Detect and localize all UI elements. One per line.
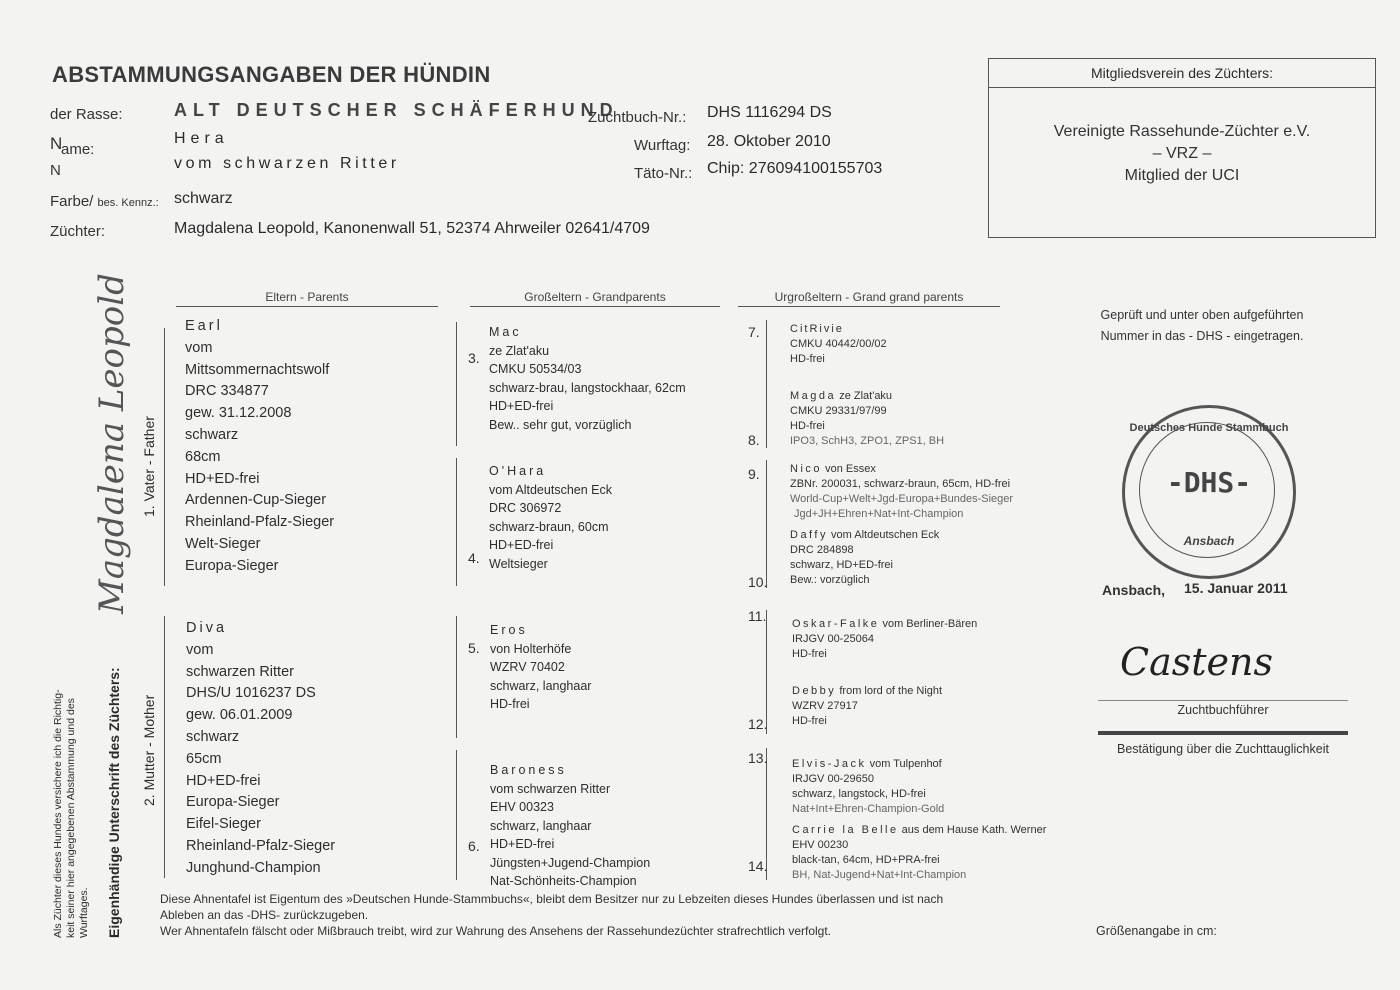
ancestor-7: [790, 322, 887, 367]
footer-line-2: Ableben an das -DHS- zurückzugeben.: [160, 908, 369, 922]
ancestor-line: HD-frei: [792, 715, 827, 727]
farbe-value: schwarz: [174, 190, 233, 207]
mother-line: 65cm: [186, 750, 222, 767]
column-great-grandparents-line: [738, 306, 1000, 307]
ancestor-line: Nat+Int+Ehren-Champion-Gold: [792, 803, 945, 815]
father-line: Welt-Sieger: [185, 535, 261, 552]
club-line-3: Mitglied der UCI: [1124, 167, 1240, 184]
grandparent-line: CMKU 50534/03: [489, 362, 582, 376]
grandparent-name: Mac: [489, 325, 522, 339]
ancestor-name: Oskar-Falke: [792, 618, 880, 630]
mother-line: schwarzen Ritter: [186, 663, 294, 680]
grandparent-4: [489, 462, 612, 573]
grandparent-line: Jüngsten+Jugend-Champion: [490, 855, 651, 870]
ancestor-9-10-brace: [766, 460, 767, 588]
grandparent-name: O'Hara: [489, 464, 547, 478]
ancestor-name: Daffy: [790, 529, 828, 541]
wurftag-label: Wurftag:: [634, 137, 691, 154]
column-parents-line: [176, 306, 438, 307]
ancestor-name-rest: vom Berliner-Bären: [882, 618, 978, 630]
ancestor-number: 12.: [748, 716, 768, 732]
name-label-n: N: [50, 134, 63, 153]
grandparent-line: schwarz-brau, langstockhaar, 62cm: [489, 380, 686, 395]
name-label: ame:: [61, 141, 95, 158]
mother-line: DHS/U 1016237 DS: [186, 685, 316, 702]
document-title: ABSTAMMUNGSANGABEN DER HÜNDIN: [52, 62, 491, 87]
father-line: schwarz: [185, 426, 239, 443]
ancestor-14: [792, 823, 1046, 883]
registration-note-line-2: Nummer in das - DHS - eingetragen.: [1100, 329, 1304, 343]
father-line: 68cm: [185, 448, 221, 465]
footer-line-3: Wer Ahnentafeln fälscht oder Mißbrauch treibt, wird zur Wahrung des Ansehens der Rassehundezüchter strafrechtlich verfolgt.: [160, 924, 832, 938]
mother-block: [186, 618, 335, 880]
grandparent-line: HD+ED-frei: [490, 837, 555, 851]
zuechter-value: Magdalena Leopold, Kanonenwall 51, 52374 Ahrweiler 02641/4709: [174, 220, 650, 237]
grandparent-3-brace: [456, 322, 457, 446]
grandparent-line: Nat-Schönheits-Champion: [490, 874, 637, 888]
father-name: Earl: [185, 318, 223, 334]
mother-line: vom: [186, 641, 214, 658]
ancestor-name: Carrie la Belle: [792, 824, 899, 836]
grandparent-line: vom Altdeutschen Eck: [489, 482, 612, 497]
father-line: gew. 31.12.2008: [185, 405, 292, 422]
club-line-1: Vereinigte Rassehunde-Züchter e.V.: [1053, 123, 1311, 140]
grandparent-line: ze Zlat'aku: [489, 343, 550, 358]
zuchtbuch-label: Zuchtbuch-Nr.:: [588, 109, 687, 126]
ancestor-line: IPO3, SchH3, ZPO1, ZPS1, BH: [790, 435, 945, 447]
ancestor-line: DRC 284898: [790, 544, 854, 556]
ancestor-11: [792, 617, 977, 662]
farbe-label: Farbe/ bes. Kennz.:: [50, 193, 159, 210]
registrar-signature: Castens: [1120, 640, 1273, 684]
father-brace: [164, 328, 165, 586]
grandparent-4-brace: [456, 458, 457, 586]
breeder-signature: Magdalena Leopold: [92, 273, 132, 614]
ancestor-name-rest: aus dem Hause Kath. Werner: [901, 824, 1047, 836]
name-value-1: Hera: [174, 130, 229, 147]
mother-line: Junghund-Champion: [186, 859, 321, 876]
ancestor-line: WZRV 27917: [792, 700, 858, 712]
ancestor-line: HD-frei: [790, 353, 825, 365]
dhs-seal-icon: [1122, 405, 1296, 579]
father-line: vom: [185, 339, 213, 356]
ancestor-number: 9.: [748, 466, 760, 482]
ancestor-line: IRJGV 00-29650: [792, 773, 874, 785]
wurftag-value: 28. Oktober 2010: [707, 133, 831, 150]
name-value-2: vom schwarzen Ritter: [174, 155, 400, 172]
ancestor-number: 7.: [748, 324, 760, 340]
issue-place: Ansbach,: [1102, 582, 1166, 598]
club-box-heading: Mitgliedsverein des Züchters:: [989, 59, 1375, 88]
ancestor-number: 10.: [748, 574, 768, 590]
grandparent-line: HD+ED-frei: [489, 538, 554, 552]
grandparent-line: Bew.. sehr gut, vorzüglich: [489, 417, 632, 432]
ancestor-name: Debby: [792, 685, 837, 697]
column-great-grandparents: Urgroßeltern - Grand grand parents: [774, 290, 964, 304]
grandparent-number: 3.: [468, 350, 480, 366]
club-line-2: – VRZ –: [1152, 145, 1212, 162]
grandparent-6: [490, 761, 650, 891]
seal-top-text: Deutsches Hunde Stammbuch: [1129, 422, 1289, 434]
ancestor-line: Jgd+JH+Ehren+Nat+Int-Champion: [794, 508, 964, 520]
ancestor-line: Bew.: vorzüglich: [790, 574, 870, 586]
grandparent-line: schwarz, langhaar: [490, 678, 592, 693]
grandparent-number: 4.: [468, 550, 480, 566]
ancestor-line: schwarz, langstock, HD-frei: [792, 788, 926, 800]
signature-heading: Eigenhändige Unterschrift des Züchters:: [106, 667, 122, 938]
breeder-declaration: Als Züchter dieses Hundes versichere ich die Richtig- keit seiner hier angegebenen Abstammung und des Wurftages.: [52, 689, 90, 938]
issue-date: 15. Januar 2011: [1184, 580, 1288, 596]
father-line: Rheinland-Pfalz-Sieger: [185, 514, 335, 531]
grandparent-5-brace: [456, 616, 457, 738]
grandparent-line: vom schwarzen Ritter: [490, 781, 611, 796]
ancestor-7-8-brace: [766, 320, 767, 448]
grandparent-6-brace: [456, 750, 457, 880]
father-line: HD+ED-frei: [185, 470, 260, 487]
ancestor-name-rest: vom Tulpenhof: [869, 758, 942, 770]
ancestor-8: [790, 389, 944, 449]
footer-text: [160, 891, 943, 939]
ancestor-name-rest: vom Altdeutschen Eck: [831, 529, 940, 541]
mother-line: HD+ED-frei: [186, 772, 261, 789]
ancestor-number: 13.: [748, 750, 768, 766]
grandparent-name: Eros: [490, 623, 528, 637]
ancestor-line: schwarz, HD+ED-frei: [790, 559, 893, 571]
ancestor-number: 11.: [748, 608, 767, 624]
ancestor-number: 14.: [748, 858, 768, 874]
ancestor-line: EHV 00230: [792, 839, 849, 851]
zuechter-label: Züchter:: [50, 223, 106, 240]
father-block: [185, 316, 334, 578]
size-label: Größenangabe in cm:: [1096, 924, 1217, 938]
father-line: Europa-Sieger: [185, 557, 279, 574]
ancestor-line: BH, Nat-Jugend+Nat+Int-Champion: [792, 869, 967, 881]
ancestor-name: CitRivie: [790, 323, 844, 335]
column-grandparents-line: [470, 306, 720, 307]
divider-bar: [1098, 731, 1348, 735]
footer-line-1: Diese Ahnentafel ist Eigentum des »Deutschen Hunde-Stammbuchs«, bleibt dem Besitzer nur zu Lebzeiten dieses Hundes überlassen und ist nach: [160, 892, 944, 906]
taeto-value: Chip: 276094100155703: [707, 160, 883, 177]
grandparent-line: von Holterhöfe: [490, 641, 572, 656]
rasse-label: der Rasse:: [50, 106, 123, 123]
father-line: Ardennen-Cup-Sieger: [185, 492, 327, 509]
mother-line: schwarz: [186, 728, 240, 745]
signature-line: [1098, 700, 1348, 701]
ancestor-line: HD-frei: [790, 420, 825, 432]
seal-bottom-text: Ansbach: [1183, 534, 1235, 548]
mother-brace: [164, 616, 165, 878]
grandparent-number: 6.: [468, 838, 480, 854]
column-parents: Eltern - Parents: [265, 290, 349, 304]
taeto-label: Täto-Nr.:: [634, 165, 693, 182]
mother-side-label: 2. Mutter - Mother: [141, 694, 157, 806]
ancestor-name: Elvis-Jack: [792, 758, 867, 770]
grandparent-line: DRC 306972: [489, 501, 562, 515]
registration-note: [1070, 305, 1334, 347]
registration-note-line-1: Geprüft und unter oben aufgeführten: [1100, 308, 1304, 322]
grandparent-3: [489, 323, 686, 434]
father-side-label: 1. Vater - Father: [141, 416, 157, 517]
ancestor-name: Nico: [790, 463, 823, 475]
father-line: DRC 334877: [185, 383, 269, 400]
grandparent-line: EHV 00323: [490, 800, 554, 814]
mother-line: gew. 06.01.2009: [186, 707, 293, 724]
grandparent-line: Weltsieger: [489, 556, 548, 571]
ancestor-name-rest: von Essex: [825, 463, 876, 475]
registrar-role: Zuchtbuchführer: [1177, 703, 1269, 717]
ancestor-line: IRJGV 00-25064: [792, 633, 874, 645]
zuchtbuch-value: DHS 1116294 DS: [707, 104, 832, 121]
column-grandparents: Großeltern - Grandparents: [524, 290, 666, 304]
ancestor-name-rest: from lord of the Night: [839, 685, 943, 697]
grandparent-line: HD+ED-frei: [489, 399, 554, 413]
mother-line: Europa-Sieger: [186, 794, 280, 811]
ancestor-line: CMKU 40442/00/02: [790, 338, 887, 350]
ancestor-line: World-Cup+Welt+Jgd-Europa+Bundes-Sieger: [790, 493, 1014, 505]
ancestor-number: 8.: [748, 432, 760, 448]
mother-line: Eifel-Sieger: [186, 816, 261, 833]
ancestor-line: CMKU 29331/97/99: [790, 405, 887, 417]
breeding-confirmation: Bestätigung über die Zuchttauglichkeit: [1117, 742, 1329, 756]
grandparent-line: HD-frei: [490, 697, 530, 711]
ancestor-line: black-tan, 64cm, HD+PRA-frei: [792, 854, 940, 866]
mother-name: Diva: [186, 620, 228, 636]
club-box: [988, 58, 1376, 238]
grandparent-line: WZRV 70402: [490, 660, 565, 674]
rasse-value: ALT DEUTSCHER SCHÄFERHUND: [174, 100, 619, 120]
father-line: Mittsommernachtswolf: [185, 361, 330, 378]
seal-center-text: -DHS-: [1166, 466, 1252, 499]
ancestor-line: ZBNr. 200031, schwarz-braun, 65cm, HD-frei: [790, 478, 1011, 490]
ancestor-13: [792, 757, 944, 817]
name-label-n2: N: [50, 162, 61, 179]
ancestor-line: HD-frei: [792, 648, 827, 660]
ancestor-name: Magda: [790, 390, 837, 402]
ancestor-name-rest: ze Zlat'aku: [839, 390, 893, 402]
ancestor-12: [792, 684, 942, 729]
mother-line: Rheinland-Pfalz-Sieger: [186, 837, 336, 854]
grandparent-name: Baroness: [490, 763, 567, 777]
grandparent-number: 5.: [468, 640, 480, 656]
ancestor-10: [790, 528, 939, 588]
ancestor-9: [790, 462, 1013, 522]
grandparent-line: schwarz-braun, 60cm: [489, 519, 609, 534]
grandparent-5: [490, 621, 591, 714]
grandparent-line: schwarz, langhaar: [490, 818, 592, 833]
